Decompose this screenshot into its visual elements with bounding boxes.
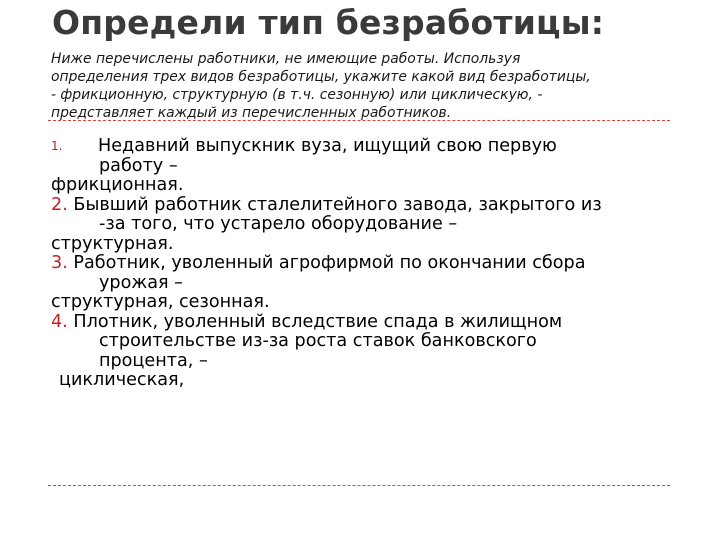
- item-text: Недавний выпускник вуза, ищущий свою первую: [98, 136, 557, 156]
- item-first-line: [51, 137, 681, 157]
- item-first-line: [51, 313, 681, 333]
- list-item: [51, 313, 681, 391]
- item-number: 3.: [51, 253, 68, 273]
- list-item: [51, 196, 681, 255]
- item-number: 2.: [51, 194, 68, 215]
- intro-line: - фрикционную, структурную (в т.ч. сезонную) или циклическую, -: [51, 87, 543, 103]
- item-text: Плотник, уволенный вследствие спада в жилищном: [73, 311, 563, 332]
- item-number: 4.: [51, 311, 68, 332]
- item-text: -за того, что устарело оборудование –: [99, 214, 458, 234]
- item-text: Работник, уволенный агрофирмой по окончании сбора: [73, 253, 586, 273]
- intro-line: Ниже перечислены работники, не имеющие работы. Используя: [51, 51, 521, 67]
- intro-text: [51, 50, 681, 122]
- intro-line: определения трех видов безработицы, укажите какой вид безработицы,: [51, 69, 591, 85]
- item-text: Бывший работник сталелитейного завода, закрытого из: [73, 194, 602, 215]
- item-first-line: [51, 196, 681, 216]
- top-divider: [48, 120, 670, 121]
- list-item: [51, 137, 681, 196]
- item-number: 1.: [51, 139, 63, 153]
- item-answer: фрикционная.: [51, 175, 184, 195]
- item-answer: циклическая,: [59, 370, 185, 390]
- item-text: работу –: [99, 155, 178, 176]
- item-text: процента, –: [99, 350, 208, 371]
- bottom-divider: [48, 485, 670, 486]
- item-text: урожая –: [99, 272, 183, 293]
- item-text: строительстве из-за роста ставок банковского: [99, 331, 537, 351]
- item-first-line: [51, 254, 681, 274]
- intro-line: представляет каждый из перечисленных работников.: [51, 105, 452, 121]
- item-answer: структурная, сезонная.: [51, 292, 270, 312]
- worker-list: [51, 137, 681, 391]
- slide-title: Определи тип безработицы:: [52, 3, 605, 42]
- list-item: [51, 254, 681, 313]
- item-answer: структурная.: [51, 233, 174, 254]
